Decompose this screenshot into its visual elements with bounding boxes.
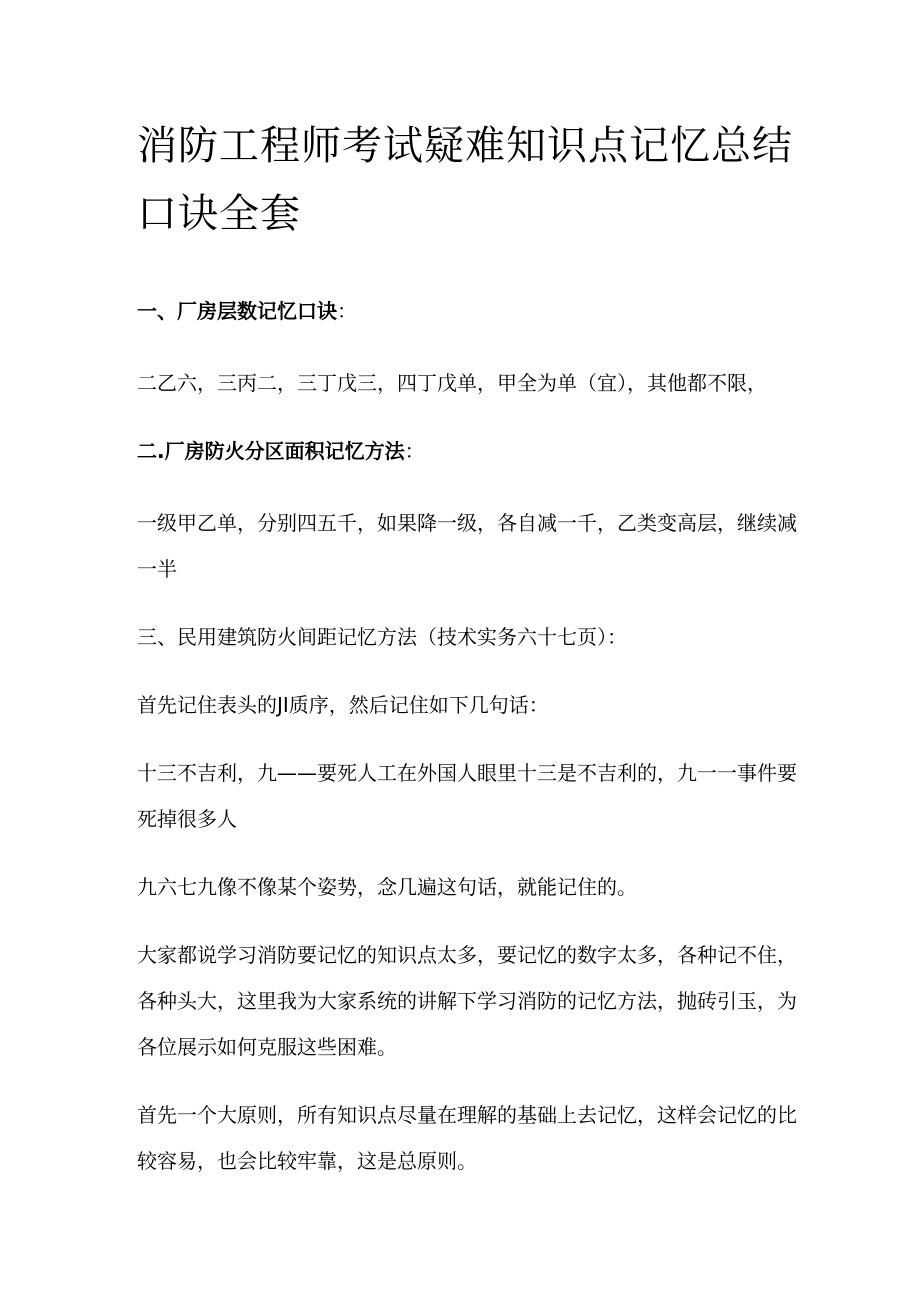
heading-colon: ： xyxy=(404,439,425,463)
document-title: 消防工程师考试疑难知识点记忆总结口诀全套 xyxy=(137,123,793,237)
paragraph-4: 十三不吉利，九——要死人工在外国人眼里十三是不吉利的，九一一事件要死掉很多人 xyxy=(137,761,797,831)
section-heading-3: 三、民用建筑防火间距记忆方法（技术实务六十七页）： xyxy=(137,625,627,649)
heading-text: 二.厂房防火分区面积记忆方法 xyxy=(137,439,405,463)
heading-colon: ： xyxy=(337,299,357,323)
paragraph-3: 首先记住表头的JI质序，然后记住如下几句话： xyxy=(137,693,549,717)
paragraph-7: 首先一个大原则，所有知识点尽量在理解的基础上去记忆，这样会记忆的比较容易，也会比较牢靠，这是总原则。 xyxy=(137,1103,797,1173)
section-heading-2 xyxy=(137,428,805,474)
paragraph-6: 大家都说学习消防要记忆的知识点太多，要记忆的数字太多，各种记不住，各种头大，这里我为大家系统的讲解下学习消防的记忆方法，抛砖引玉，为各位展示如何克服这些困难。 xyxy=(137,943,797,1059)
section-heading-1 xyxy=(137,288,805,334)
paragraph-2: 一级甲乙单，分别四五千，如果降一级，各自减一千，乙类变高层，继续减一半 xyxy=(137,511,797,581)
document-page xyxy=(137,112,805,1206)
paragraph-5: 九六七九像不像某个姿势，念几遍这句话，就能记住的。 xyxy=(137,875,637,899)
heading-text: 一、厂房层数记忆口诀 xyxy=(137,299,337,323)
paragraph-1: 二乙六，三丙二，三丁戊三，四丁戊单，甲全为单（宜），其他都不限， xyxy=(137,371,767,395)
